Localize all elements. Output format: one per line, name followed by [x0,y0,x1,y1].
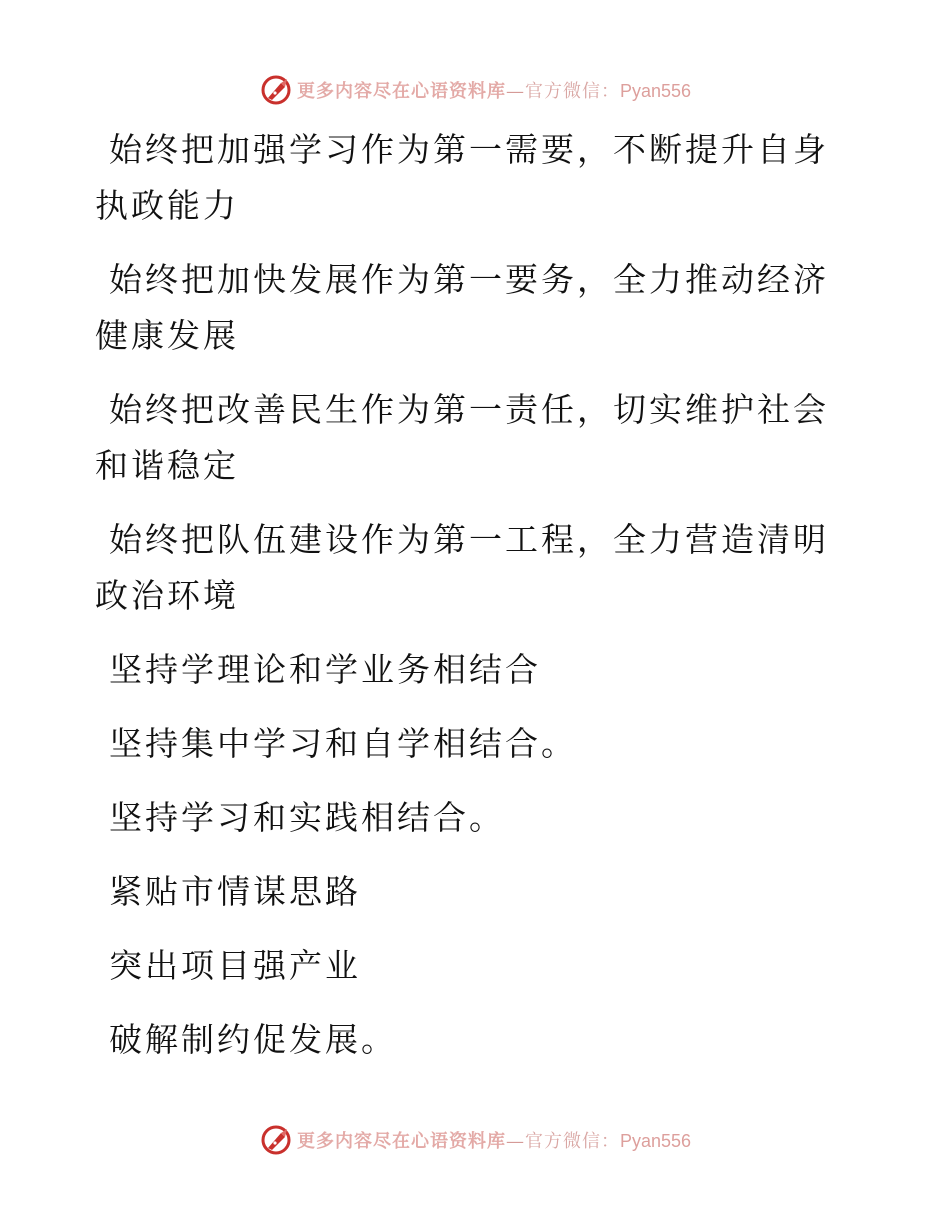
paragraph-7: 坚持学习和实践相结合。 [109,798,505,837]
paragraph-3: 始终把改善民生作为第一责任，切实维护社会和谐稳定 [95,390,829,485]
footer-banner-text: 更多内容尽在心语资料库—官方微信：Pyan556 [296,1131,692,1152]
paragraph-6: 坚持集中学习和自学相结合。 [109,724,577,763]
document-body [95,122,835,1086]
header-banner-text: 更多内容尽在心语资料库—官方微信：Pyan556 [296,81,692,102]
paragraph-2: 始终把加快发展作为第一要务，全力推动经济健康发展 [95,260,829,355]
header-banner [0,70,950,110]
paragraph-8: 紧贴市情谋思路 [109,872,361,911]
paragraph-5: 坚持学理论和学业务相结合 [109,650,541,689]
pen-nib-logo-icon [259,73,293,107]
footer-banner [0,1120,950,1160]
paragraph-9: 突出项目强产业 [109,946,361,985]
paragraph-10: 破解制约促发展。 [109,1020,397,1059]
paragraph-4: 始终把队伍建设作为第一工程，全力营造清明政治环境 [95,520,829,615]
pen-nib-logo-icon [259,1123,293,1157]
paragraph-1: 始终把加强学习作为第一需要，不断提升自身执政能力 [95,130,829,225]
